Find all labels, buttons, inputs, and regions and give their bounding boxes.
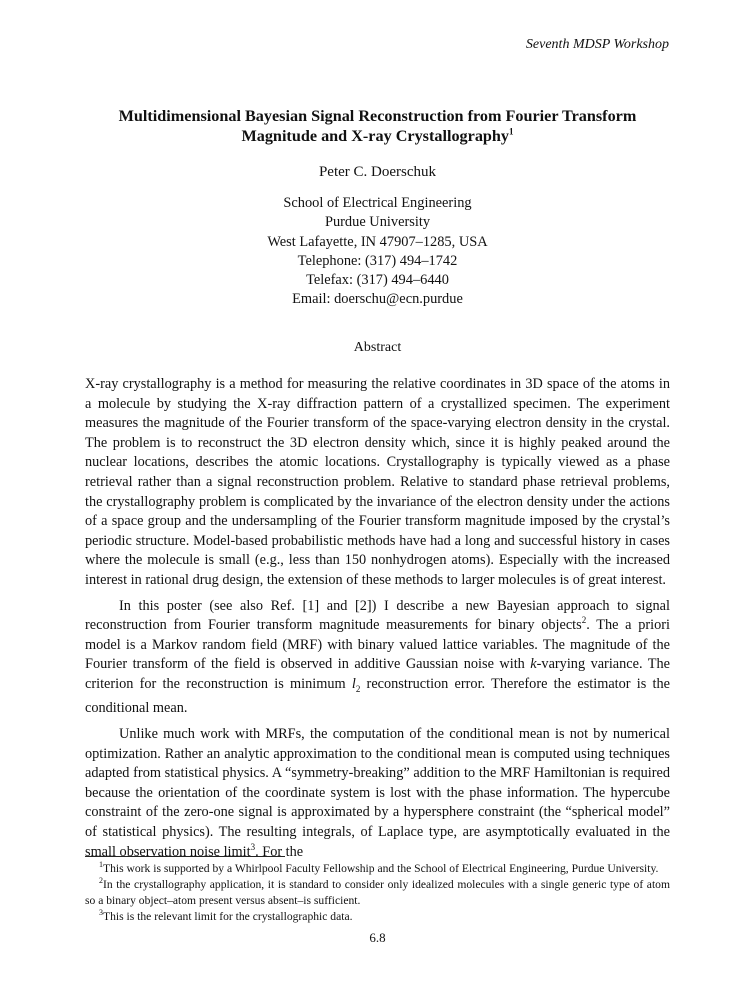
footnote-1 [85,861,670,877]
affiliation-university: Purdue University [324,214,431,231]
p2-text-b: . The a priori model is a Markov random field (MRF) with binary valued lattice variables. The magnitude of the Fourier transform of the field is observed in additive Gaussian noise with [85,617,670,673]
affiliation-email: Email: doerschu@ecn.purdue [292,291,463,308]
footnote-text: This is the relevant limit for the crystallographic data. [103,910,353,923]
running-head: Seventh MDSP Workshop [525,37,669,52]
paper-title [90,106,665,146]
affiliation-block [0,194,755,310]
title-line-2: Magnitude and X-ray Crystallography [241,127,510,145]
p3-text-b: . For the [255,843,304,860]
footnote-rule [85,856,285,857]
paragraph-3 [85,725,670,862]
paragraph-2 [85,597,670,719]
p2-math-l: l [351,675,356,692]
footnote-mark: 2 [99,876,103,886]
abstract-body [85,375,670,862]
p2-math-k: k [530,656,537,673]
abstract-heading: Abstract [353,340,402,355]
p3-text-a: Unlike much work with MRFs, the computation of the conditional mean is not by numerical optimization. Rather an analytic approximation to the conditional mean is computed using techniques adapted from statistical physics. A “symmetry-breaking” addition to the MRF Hamiltonian is required because the orientation of the coordinate system is lost with the phase information. The hypercube constraint of the zero-one signal is approximated by a hypersphere constraint (the “spherical model” of statistical physics). The resulting integrals, of Laplace type, are asymptotically evaluated in the small observation noise limit [85,725,670,860]
title-footnote-mark: 1 [509,126,514,137]
p2-math-sub: 2 [355,683,361,694]
title-line-1: Multidimensional Bayesian Signal Reconstruction from Fourier Transform [118,107,637,125]
affiliation-school: School of Electrical Engineering [283,195,472,211]
affiliation-telefax: Telefax: (317) 494–6440 [306,272,449,289]
affiliation-telephone: Telephone: (317) 494–1742 [297,252,458,269]
p2-text-c: -varying variance. The criterion for the reconstruction is minimum [85,656,670,692]
page-number: 6.8 [369,930,386,945]
footnote-ref-2: 2 [581,615,587,626]
footnote-mark: 1 [99,860,103,870]
p2-text-d: reconstruction error. Therefore the estimator is the conditional mean. [85,675,671,717]
affiliation-address: West Lafayette, IN 47907–1285, USA [267,233,488,250]
p2-text-a: In this poster (see also Ref. [1] and [2]) I describe a new Bayesian approach to signal reconstruction from Fourier transform magnitude measurements for binary objects [85,597,670,634]
footnote-text: This work is supported by a Whirlpool Faculty Fellowship and the School of Electrical Engineering, Purdue University. [103,862,659,875]
footnote-3 [85,909,670,925]
footnote-ref-3: 3 [250,841,256,852]
footnote-2 [85,877,670,909]
footnote-text: In the crystallography application, it is standard to consider only idealized molecules with a single generic type of atom so a binary object–atom present versus absent–is sufficient. [85,878,670,907]
author-name: Peter C. Doerschuk [318,164,437,180]
footnote-mark: 3 [99,908,103,918]
footnotes [85,861,670,925]
paragraph-1: X-ray crystallography is a method for measuring the relative coordinates in 3D space of the atoms in a molecule by studying the X-ray diffraction pattern of a crystallized specimen. The experiment measures the magnitude of the Fourier transform of the space-varying electron density in the crystal. The problem is to reconstruct the 3D electron density which, since it is highly peaked around the nuclear locations, describes the atomic locations. Crystallography is typically viewed as a phase retrieval rather than a signal reconstruction problem. Relative to standard phase retrieval problems, the crystallography problem is complicated by the invariance of the electron density under the actions of a space group and the undersampling of the Fourier transform magnitude imposed by the crystal’s periodic structure. Model-based probabilistic methods have had a long and successful history in cases where the molecule is small (e.g., less than 150 nonhydrogen atoms). Especially with the increased interest in rational drug design, the extension of these methods to larger molecules is of great interest. [85,376,670,588]
